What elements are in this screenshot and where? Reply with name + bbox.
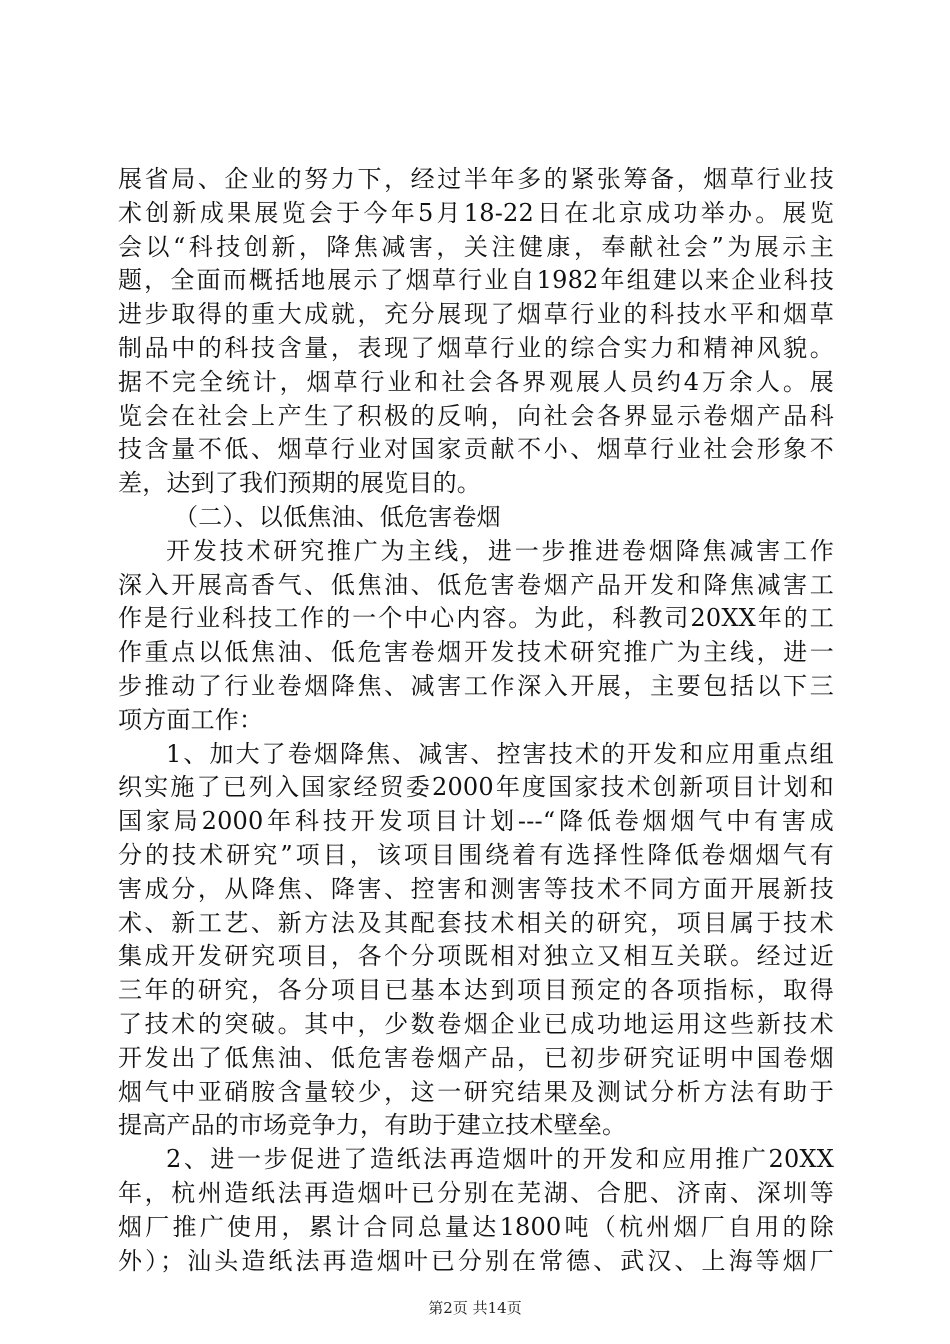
- text-line: 烟气中亚硝胺含量较少，这一研究结果及测试分析方法有助于: [118, 1077, 834, 1106]
- page-number-label: 第2页 共14页: [428, 1299, 522, 1317]
- text-line: 年，杭州造纸法再造烟叶已分别在芜湖、合肥、济南、深圳等: [118, 1178, 834, 1207]
- text-line: 开发技术研究推广为主线，进一步推进卷烟降焦减害工作: [166, 536, 834, 565]
- text-line: 三年的研究，各分项目已基本达到项目预定的各项指标，取得: [118, 976, 834, 1005]
- text-line: 术、新工艺、新方法及其配套技术相关的研究，项目属于技术: [118, 908, 834, 937]
- text-line: 展省局、企业的努力下，经过半年多的紧张筹备，烟草行业技: [118, 165, 834, 193]
- text-line: 术创新成果展览会于今年5月18-22日在北京成功举办。展览: [118, 198, 834, 227]
- document-body: [118, 163, 834, 1278]
- text-line: 集成开发研究项目，各个分项既相对独立又相互关联。经过近: [118, 942, 834, 971]
- text-line: 分的技术研究”项目，该项目围绕着有选择性降低卷烟烟气有: [118, 840, 834, 869]
- text-line: 据不完全统计，烟草行业和社会各界观展人员约4万余人。展: [118, 367, 834, 396]
- section-heading: （二）、以低焦油、低危害卷烟: [174, 502, 501, 531]
- text-line: 外）；汕头造纸法再造烟叶已分别在常德、武汉、上海等烟厂: [118, 1246, 834, 1275]
- text-line: 览会在社会上产生了积极的反响，向社会各界显示卷烟产品科: [118, 401, 834, 430]
- text-line: 进步取得的重大成就，充分展现了烟草行业的科技水平和烟草: [118, 300, 834, 329]
- text-line: 提高产品的市场竞争力，有助于建立技术壁垒。: [118, 1111, 627, 1140]
- text-line: 作重点以低焦油、低危害卷烟开发技术研究推广为主线，进一: [118, 638, 834, 667]
- text-line: 深入开展高香气、低焦油、低危害卷烟产品开发和降焦减害工: [118, 570, 834, 599]
- text-line: 技含量不低、烟草行业对国家贡献不小、烟草行业社会形象不: [118, 435, 834, 464]
- text-line: 2、进一步促进了造纸法再造烟叶的开发和应用推广20XX: [166, 1145, 834, 1174]
- text-line: 了技术的突破。其中，少数卷烟企业已成功地运用这些新技术: [118, 1009, 834, 1038]
- text-line: 题，全面而概括地展示了烟草行业自1982年组建以来企业科技: [118, 266, 834, 295]
- text-line: 织实施了已列入国家经贸委2000年度国家技术创新项目计划和: [118, 773, 834, 802]
- page-footer: [0, 1297, 950, 1318]
- text-line: 制品中的科技含量，表现了烟草行业的综合实力和精神风貌。: [118, 333, 834, 362]
- text-line: 步推动了行业卷烟降焦、减害工作深入开展，主要包括以下三: [118, 671, 834, 700]
- text-line: 国家局2000年科技开发项目计划---“降低卷烟烟气中有害成: [118, 807, 834, 836]
- text-line: 会以“科技创新，降焦减害，关注健康，奉献社会”为展示主: [118, 232, 834, 261]
- text-line: 害成分，从降焦、降害、控害和测害等技术不同方面开展新技: [118, 874, 834, 903]
- text-line: 差，达到了我们预期的展览目的。: [118, 469, 481, 498]
- text-line: 作是行业科技工作的一个中心内容。为此，科教司20XX年的工: [118, 604, 834, 633]
- text-line: 项方面工作：: [118, 705, 264, 734]
- text-line: 1、加大了卷烟降焦、减害、控害技术的开发和应用重点组: [166, 739, 834, 768]
- text-line: 烟厂推广使用，累计合同总量达1800吨（杭州烟厂自用的除: [118, 1212, 834, 1241]
- text-line: 开发出了低焦油、低危害卷烟产品，已初步研究证明中国卷烟: [118, 1043, 834, 1072]
